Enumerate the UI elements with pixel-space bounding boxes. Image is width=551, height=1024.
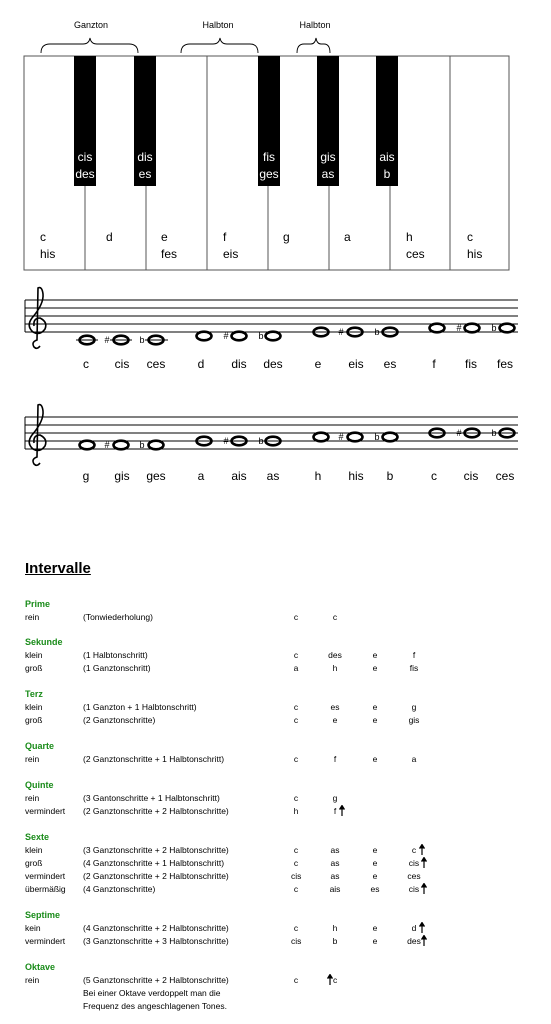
black-key-label-bottom: b bbox=[383, 167, 391, 181]
example-note: h bbox=[332, 923, 338, 933]
example-note: as bbox=[330, 871, 340, 881]
example-note: e bbox=[372, 702, 378, 712]
intervals-title: Intervalle bbox=[25, 560, 91, 577]
note-label: ges bbox=[146, 469, 166, 483]
group-title: Sekunde bbox=[25, 637, 63, 647]
interval-type: rein bbox=[25, 975, 40, 985]
interval-desc: (2 Ganztonschritte) bbox=[83, 715, 156, 725]
note-label: as bbox=[266, 469, 280, 483]
example-note: as bbox=[330, 858, 340, 868]
white-key-label-top: f bbox=[223, 230, 227, 244]
example-note: c bbox=[293, 845, 299, 855]
white-key-label-top: e bbox=[161, 230, 168, 244]
black-key-label-bottom: ges bbox=[259, 167, 279, 181]
interval-type: groß bbox=[25, 663, 43, 673]
example-note: cis bbox=[408, 884, 420, 894]
whole-note bbox=[80, 441, 95, 450]
example-note: es bbox=[330, 702, 340, 712]
example-note: as bbox=[330, 845, 340, 855]
whole-note bbox=[149, 441, 164, 450]
example-note: ais bbox=[329, 884, 341, 894]
black-key-label-bottom: as bbox=[321, 167, 335, 181]
interval-group-sexte bbox=[25, 831, 545, 896]
up-arrow-icon bbox=[421, 935, 427, 950]
example-note: h bbox=[293, 806, 299, 816]
note-label: ces bbox=[495, 469, 515, 483]
group-title: Quinte bbox=[25, 780, 54, 790]
interval-desc: (3 Gantonschritte + 1 Halbtonschritt) bbox=[83, 793, 220, 803]
note-label: ais bbox=[231, 469, 247, 483]
example-note: e bbox=[372, 871, 378, 881]
group-title: Terz bbox=[25, 689, 43, 699]
whole-note bbox=[383, 433, 398, 442]
sharp-sign: # bbox=[456, 428, 462, 438]
note-label: c bbox=[431, 469, 437, 483]
whole-note bbox=[500, 324, 515, 333]
note-label: eis bbox=[348, 357, 364, 371]
up-arrow-icon bbox=[421, 883, 427, 898]
example-note: c bbox=[293, 612, 299, 622]
sharp-sign: # bbox=[338, 432, 344, 442]
flat-sign: b bbox=[139, 440, 145, 450]
note-line: Bei einer Oktave verdoppelt man die bbox=[83, 988, 221, 998]
example-note: e bbox=[372, 754, 378, 764]
example-note: e bbox=[372, 936, 378, 946]
staff-2-drawing bbox=[0, 399, 551, 499]
flat-sign: b bbox=[491, 428, 497, 438]
note-label: his bbox=[348, 469, 364, 483]
interval-row bbox=[25, 857, 545, 870]
interval-desc: (2 Ganztonschritte + 2 Halbtonschritte) bbox=[83, 806, 229, 816]
example-note: c bbox=[411, 845, 417, 855]
note-label: cis bbox=[114, 357, 130, 371]
interval-desc: (5 Ganztonschritte + 2 Halbtonschritte) bbox=[83, 975, 229, 985]
interval-desc: (4 Ganztonschritte + 2 Halbtonschritte) bbox=[83, 923, 229, 933]
whole-note bbox=[465, 324, 480, 333]
interval-group-prime bbox=[25, 598, 545, 624]
interval-type: groß bbox=[25, 858, 43, 868]
white-key-label-bottom: his bbox=[467, 247, 483, 261]
example-note: e bbox=[372, 715, 378, 725]
note-label: c bbox=[83, 357, 89, 371]
treble-clef-icon bbox=[29, 405, 46, 466]
brace-ganzton bbox=[41, 38, 138, 53]
example-note: d bbox=[411, 923, 417, 933]
interval-row bbox=[25, 714, 545, 727]
sharp-sign: # bbox=[456, 323, 462, 333]
example-note: e bbox=[372, 858, 378, 868]
sharp-sign: # bbox=[223, 331, 229, 341]
example-note: c bbox=[293, 702, 299, 712]
interval-row bbox=[25, 922, 545, 935]
example-note: gis bbox=[408, 715, 420, 725]
interval-desc: (4 Ganztonschritte) bbox=[83, 884, 156, 894]
interval-type: vermindert bbox=[25, 936, 66, 946]
interval-group-sekunde bbox=[25, 636, 545, 675]
black-key-label-bottom: des bbox=[75, 167, 95, 181]
black-key-label-top: gis bbox=[320, 150, 336, 164]
interval-desc: (2 Ganztonschritte + 1 Halbtonschritt) bbox=[83, 754, 225, 764]
black-key-label-top: cis bbox=[77, 150, 93, 164]
staff-2 bbox=[0, 399, 551, 499]
example-note: cis bbox=[408, 858, 420, 868]
interval-desc: (2 Ganztonschritte + 2 Halbtonschritte) bbox=[83, 871, 229, 881]
example-note: e bbox=[372, 845, 378, 855]
interval-type: rein bbox=[25, 793, 40, 803]
group-title: Quarte bbox=[25, 741, 55, 751]
example-note: f bbox=[412, 650, 416, 660]
example-note: e bbox=[372, 923, 378, 933]
interval-row bbox=[25, 883, 545, 896]
white-key-label-top: d bbox=[106, 230, 113, 244]
black-key-label-top: ais bbox=[379, 150, 395, 164]
note-label: h bbox=[314, 469, 322, 483]
whole-note bbox=[114, 441, 129, 450]
interval-type: kein bbox=[25, 923, 41, 933]
example-note: f bbox=[333, 806, 337, 816]
note-label: es bbox=[383, 357, 397, 371]
white-key-label-top: c bbox=[467, 230, 473, 244]
note-label: cis bbox=[463, 469, 479, 483]
note-label: a bbox=[197, 469, 205, 483]
example-note: f bbox=[333, 754, 337, 764]
note-label: d bbox=[197, 357, 205, 371]
group-title: Septime bbox=[25, 910, 61, 920]
interval-row bbox=[25, 844, 545, 857]
up-arrow-icon bbox=[339, 805, 345, 820]
black-key-label-top: fis bbox=[263, 150, 275, 164]
interval-row bbox=[25, 805, 545, 818]
example-note: g bbox=[332, 793, 338, 803]
note-label: e bbox=[314, 357, 322, 371]
whole-note bbox=[314, 433, 329, 442]
piano-keyboard bbox=[0, 0, 551, 280]
interval-row bbox=[25, 974, 545, 987]
group-title: Sexte bbox=[25, 832, 50, 842]
interval-type: übermäßig bbox=[25, 884, 66, 894]
note-label: dis bbox=[231, 357, 247, 371]
note-label: des bbox=[263, 357, 283, 371]
interval-row bbox=[25, 701, 545, 714]
interval-group-quinte bbox=[25, 779, 545, 818]
interval-group-quarte bbox=[25, 740, 545, 766]
whole-note bbox=[430, 324, 445, 333]
brace-label-halbton-1: Halbton bbox=[202, 20, 234, 30]
note-label: fis bbox=[465, 357, 477, 371]
example-note: c bbox=[293, 975, 299, 985]
interval-row bbox=[25, 611, 545, 624]
example-note: h bbox=[332, 663, 338, 673]
flat-sign: b bbox=[258, 331, 264, 341]
white-key-label-top: g bbox=[283, 230, 290, 244]
note-label: g bbox=[82, 469, 90, 483]
sharp-sign: # bbox=[223, 436, 229, 446]
whole-note bbox=[197, 332, 212, 341]
example-note: c bbox=[293, 793, 299, 803]
example-note: c bbox=[293, 715, 299, 725]
brace-label-halbton-2: Halbton bbox=[299, 20, 331, 30]
interval-row bbox=[25, 753, 545, 766]
white-key-c2[interactable] bbox=[450, 56, 509, 270]
example-note: e bbox=[372, 650, 378, 660]
interval-desc: (4 Ganztonschritte + 1 Halbtonschritt) bbox=[83, 858, 225, 868]
example-note: c bbox=[332, 612, 338, 622]
interval-group-terz bbox=[25, 688, 545, 727]
white-key-label-bottom: fes bbox=[161, 247, 178, 261]
example-note: c bbox=[293, 923, 299, 933]
example-note: c bbox=[293, 754, 299, 764]
example-note: c bbox=[293, 884, 299, 894]
interval-type: klein bbox=[25, 845, 43, 855]
example-note: b bbox=[332, 936, 338, 946]
note-label: b bbox=[386, 469, 394, 483]
interval-desc: (3 Ganztonschritte + 3 Halbtonschritte) bbox=[83, 936, 229, 946]
interval-desc: (Tonwiederholung) bbox=[83, 612, 153, 622]
example-note: g bbox=[411, 702, 417, 712]
white-key-label-top: h bbox=[406, 230, 413, 244]
flat-sign: b bbox=[258, 436, 264, 446]
staff-1 bbox=[0, 282, 551, 382]
example-note: des bbox=[407, 936, 421, 946]
flat-sign: b bbox=[374, 327, 380, 337]
brace-label-ganzton: Ganzton bbox=[73, 20, 109, 30]
interval-desc: (1 Ganzton + 1 Halbtonschritt) bbox=[83, 702, 197, 712]
note-label: f bbox=[432, 357, 436, 371]
interval-type: klein bbox=[25, 650, 43, 660]
example-note: e bbox=[332, 715, 338, 725]
white-key-label-top: a bbox=[344, 230, 351, 244]
interval-type: groß bbox=[25, 715, 43, 725]
interval-desc: (3 Ganztonschritte + 2 Halbtonschritte) bbox=[83, 845, 229, 855]
example-note: fis bbox=[409, 663, 419, 673]
interval-desc: (1 Halbtonschritt) bbox=[83, 650, 148, 660]
example-note: c bbox=[293, 650, 299, 660]
interval-type: rein bbox=[25, 612, 40, 622]
interval-type: vermindert bbox=[25, 871, 66, 881]
black-key-label-top: dis bbox=[137, 150, 153, 164]
group-title: Prime bbox=[25, 599, 51, 609]
keyboard-drawing bbox=[0, 0, 551, 280]
white-key-label-bottom: eis bbox=[223, 247, 239, 261]
staff-1-drawing bbox=[0, 282, 551, 382]
brace-halbton-1 bbox=[181, 38, 258, 53]
example-note: a bbox=[293, 663, 299, 673]
brace-halbton-2 bbox=[297, 38, 330, 53]
interval-type: vermindert bbox=[25, 806, 66, 816]
interval-row bbox=[25, 649, 545, 662]
interval-desc: (1 Ganztonschritt) bbox=[83, 663, 151, 673]
example-note: cis bbox=[291, 936, 302, 946]
flat-sign: b bbox=[491, 323, 497, 333]
example-note: c bbox=[293, 858, 299, 868]
interval-row bbox=[25, 662, 545, 675]
staff-2-notes bbox=[80, 429, 515, 450]
note-line: Frequenz des angeschlagenen Tones. bbox=[83, 1001, 227, 1011]
white-key-label-bottom: ces bbox=[406, 247, 425, 261]
note-label: gis bbox=[114, 469, 130, 483]
interval-type: rein bbox=[25, 754, 40, 764]
whole-note bbox=[266, 332, 281, 341]
sharp-sign: # bbox=[338, 327, 344, 337]
example-note: ces bbox=[407, 871, 421, 881]
white-key-label-top: c bbox=[40, 230, 46, 244]
example-note: e bbox=[372, 663, 378, 673]
interval-type: klein bbox=[25, 702, 43, 712]
note-label: ces bbox=[146, 357, 166, 371]
flat-sign: b bbox=[374, 432, 380, 442]
interval-row bbox=[25, 935, 545, 948]
whole-note bbox=[232, 332, 247, 341]
interval-row bbox=[25, 870, 545, 883]
example-note: c bbox=[333, 975, 338, 985]
octave-note bbox=[83, 987, 227, 1013]
intervals-section bbox=[0, 560, 551, 1024]
whole-note bbox=[348, 433, 363, 442]
interval-group-septime bbox=[25, 909, 545, 948]
white-key-label-bottom: his bbox=[40, 247, 56, 261]
note-label: fes bbox=[496, 357, 514, 371]
example-note: cis bbox=[291, 871, 302, 881]
example-note: es bbox=[370, 884, 380, 894]
group-title: Oktave bbox=[25, 962, 56, 972]
example-note: des bbox=[328, 650, 342, 660]
staff-1-notes bbox=[80, 324, 515, 345]
white-key-h[interactable] bbox=[390, 56, 450, 270]
treble-clef-icon bbox=[29, 288, 46, 349]
sharp-sign: # bbox=[104, 335, 110, 345]
black-key-label-bottom: es bbox=[138, 167, 152, 181]
flat-sign: b bbox=[139, 335, 145, 345]
interval-group-oktave bbox=[25, 961, 545, 1011]
interval-row bbox=[25, 792, 545, 805]
sharp-sign: # bbox=[104, 440, 110, 450]
example-note: a bbox=[411, 754, 417, 764]
